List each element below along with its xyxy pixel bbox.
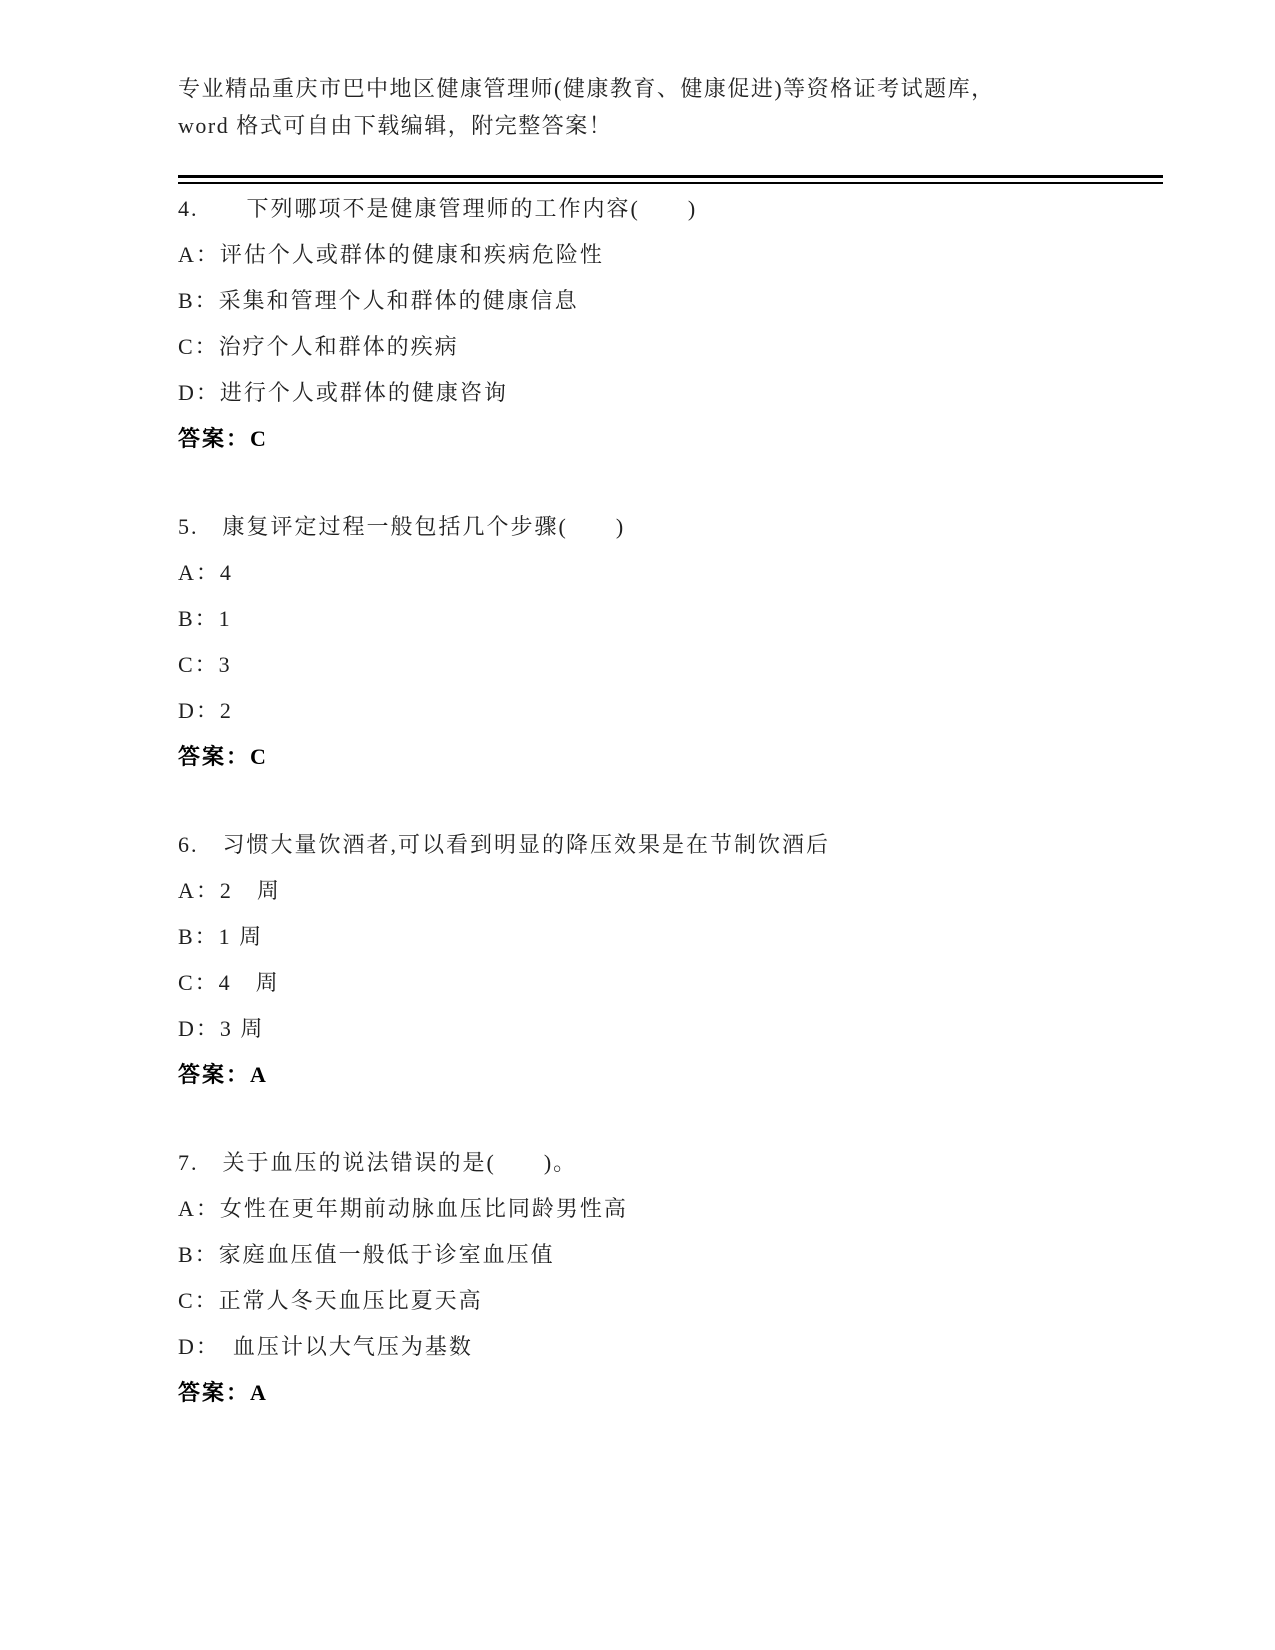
question-6-option-b: B：1 周 [178,924,264,949]
question-6-stem: 6. 习惯大量饮酒者,可以看到明显的降压效果是在节制饮酒后 [178,832,831,857]
question-4-option-c: C：治疗个人和群体的疾病 [178,334,459,359]
question-4-stem: 4. 下列哪项不是健康管理师的工作内容( ) [178,196,698,221]
question-6-option-a: A：2 周 [178,878,281,903]
double-rule-divider [178,175,1163,184]
question-6 [178,822,1163,1098]
header-line-1: 专业精品重庆市巴中地区健康管理师(健康教育、健康促进)等资格证考试题库， [178,76,995,101]
question-5 [178,504,1163,780]
question-5-option-a: A：4 [178,560,233,585]
question-5-option-c: C：3 [178,652,232,677]
question-6-option-d: D：3 周 [178,1016,265,1041]
question-7-option-c: C：正常人冬天血压比夏天高 [178,1288,483,1313]
question-5-answer: 答案：C [178,744,268,769]
question-list [178,186,1163,1416]
question-7 [178,1140,1163,1416]
question-4-option-a: A：评估个人或群体的健康和疾病危险性 [178,242,604,267]
question-6-option-c: C：4 周 [178,970,280,995]
header-line-2: word 格式可自由下载编辑，附完整答案！ [178,113,613,138]
question-7-option-b: B：家庭血压值一般低于诊室血压值 [178,1242,555,1267]
question-4-answer: 答案：C [178,426,268,451]
question-4-option-b: B：采集和管理个人和群体的健康信息 [178,288,579,313]
question-7-option-d: D： 血压计以大气压为基数 [178,1334,473,1359]
question-5-stem: 5. 康复评定过程一般包括几个步骤( ) [178,514,626,539]
question-6-answer: 答案：A [178,1062,268,1087]
question-7-answer: 答案：A [178,1380,268,1405]
question-4 [178,186,1163,462]
document-header [178,70,1163,144]
question-5-option-d: D：2 [178,698,233,723]
question-7-option-a: A：女性在更年期前动脉血压比同龄男性高 [178,1196,628,1221]
question-7-stem: 7. 关于血压的说法错误的是( )。 [178,1150,578,1175]
question-5-option-b: B：1 [178,606,232,631]
question-4-option-d: D：进行个人或群体的健康咨询 [178,380,508,405]
